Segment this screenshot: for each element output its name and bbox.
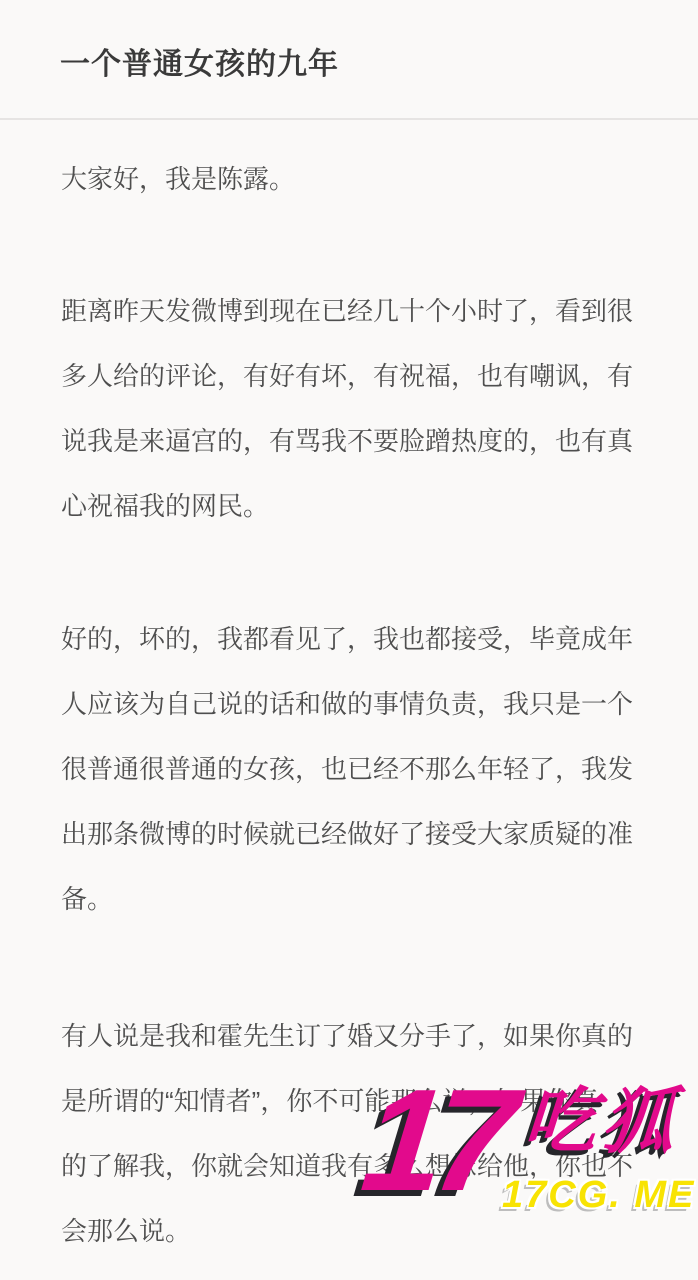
text-line: 好的，坏的，我都看见了，我也都接受，毕竟成年 bbox=[61, 624, 634, 654]
article-title: 一个普通女孩的九年 bbox=[60, 48, 339, 81]
paragraph-comments bbox=[61, 279, 651, 539]
paragraph-acceptance bbox=[61, 607, 651, 932]
text-line: 说我是来逼宫的，有骂我不要脸蹭热度的，也有真 bbox=[61, 426, 634, 456]
text-line: 大家好，我是陈露。 bbox=[61, 164, 296, 194]
text-line: 会那么说。 bbox=[61, 1216, 192, 1246]
text-line: 距离昨天发微博到现在已经几十个小时了，看到很 bbox=[61, 296, 634, 326]
text-line: 人应该为自己说的话和做的事情负责，我只是一个 bbox=[61, 689, 634, 719]
text-line: 出那条微博的时候就已经做好了接受大家质疑的准 bbox=[61, 819, 634, 849]
text-line: 心祝福我的网民。 bbox=[61, 491, 270, 521]
text-line: 备。 bbox=[61, 884, 114, 914]
watermark-number: 17 bbox=[355, 1059, 514, 1221]
text-line: 是所谓的“知情者”，你不可能那么说，如果你真 bbox=[61, 1086, 599, 1116]
text-line: 的了解我，你就会知道我有多么想嫁给他，你也不 bbox=[61, 1151, 634, 1181]
watermark-site-url: 17CG. ME bbox=[502, 1174, 696, 1216]
text-line: 很普通很普通的女孩，也已经不那么年轻了，我发 bbox=[61, 754, 634, 784]
title-divider bbox=[0, 118, 698, 120]
watermark-brand-text: 吃狐 bbox=[521, 1082, 683, 1162]
paragraph-rumor bbox=[61, 1004, 651, 1264]
paragraph-greeting bbox=[61, 147, 651, 212]
text-line: 多人给的评论，有好有坏，有祝福，也有嘲讽，有 bbox=[61, 361, 634, 391]
text-line: 有人说是我和霍先生订了婚又分手了，如果你真的 bbox=[61, 1021, 634, 1051]
